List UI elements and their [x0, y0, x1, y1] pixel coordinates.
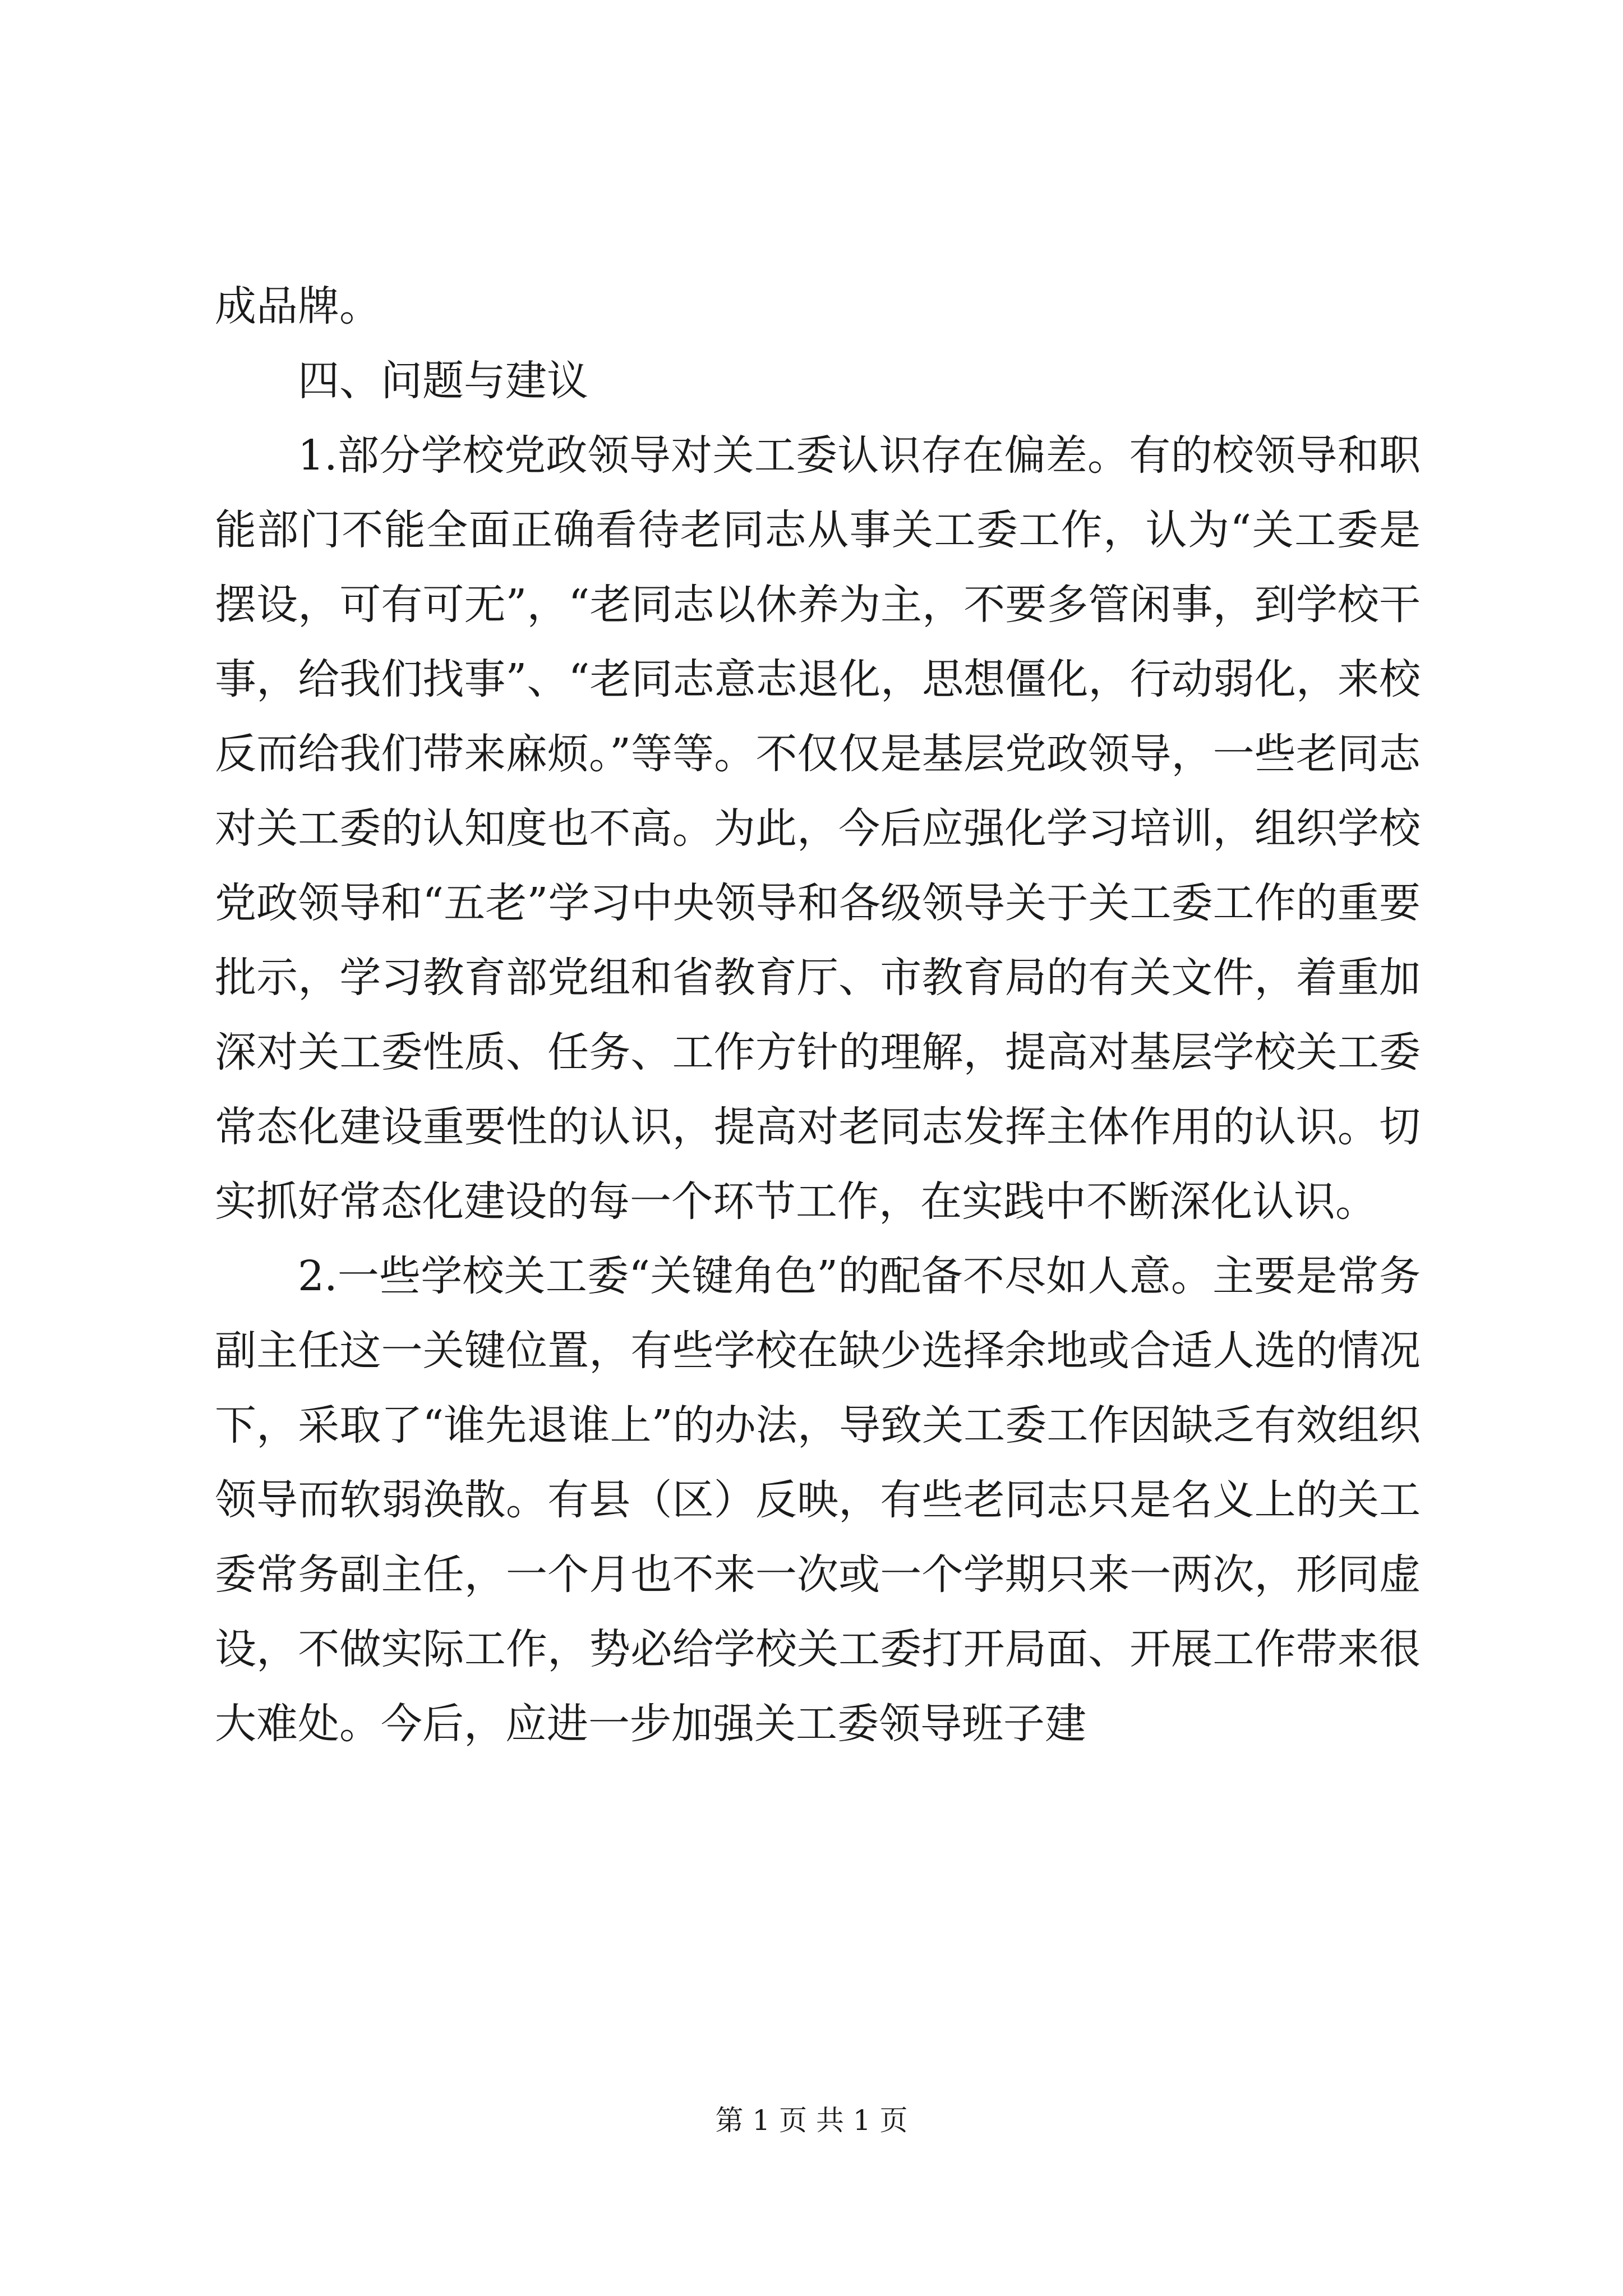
document-body	[215, 269, 1421, 1761]
section-heading: 四、问题与建议	[298, 357, 588, 405]
page-footer: 第 1 页 共 1 页	[715, 2104, 908, 2137]
paragraph-item-2: 2.一些学校关工委“关键角色”的配备不尽如人意。主要是常务副主任这一关键位置，有些学校在缺少选择余地或合适人选的情况下，采取了“谁先退谁上”的办法，导致关工委工作因缺乏有效组织领导而软弱涣散。有县（区）反映，有些老同志只是名义上的关工委常务副主任，一个月也不来一次或一个学期只来一两次，形同虚设，不做实际工作，势必给学校关工委打开局面、开展工作带来很大难处。今后，应进一步加强关工委领导班子建	[215, 1252, 1421, 1748]
paragraph-item-1: 1.部分学校党政领导对关工委认识存在偏差。有的校领导和职能部门不能全面正确看待老同志从事关工委工作，认为“关工委是摆设，可有可无”，“老同志以休养为主，不要多管闲事，到学校干事，给我们找事”、“老同志意志退化，思想僵化，行动弱化，来校反而给我们带来麻烦。”等等。不仅仅是基层党政领导，一些老同志对关工委的认知度也不高。为此，今后应强化学习培训，组织学校党政领导和“五老”学习中央领导和各级领导关于关工委工作的重要批示，学习教育部党组和省教育厅、市教育局的有关文件，着重加深对关工委性质、任务、工作方针的理解，提高对基层学校关工委常态化建设重要性的认识，提高对老同志发挥主体作用的认识。切实抓好常态化建设的每一个环节工作，在实践中不断深化认识。	[215, 431, 1421, 1226]
paragraph-continuation: 成品牌。	[215, 282, 381, 330]
